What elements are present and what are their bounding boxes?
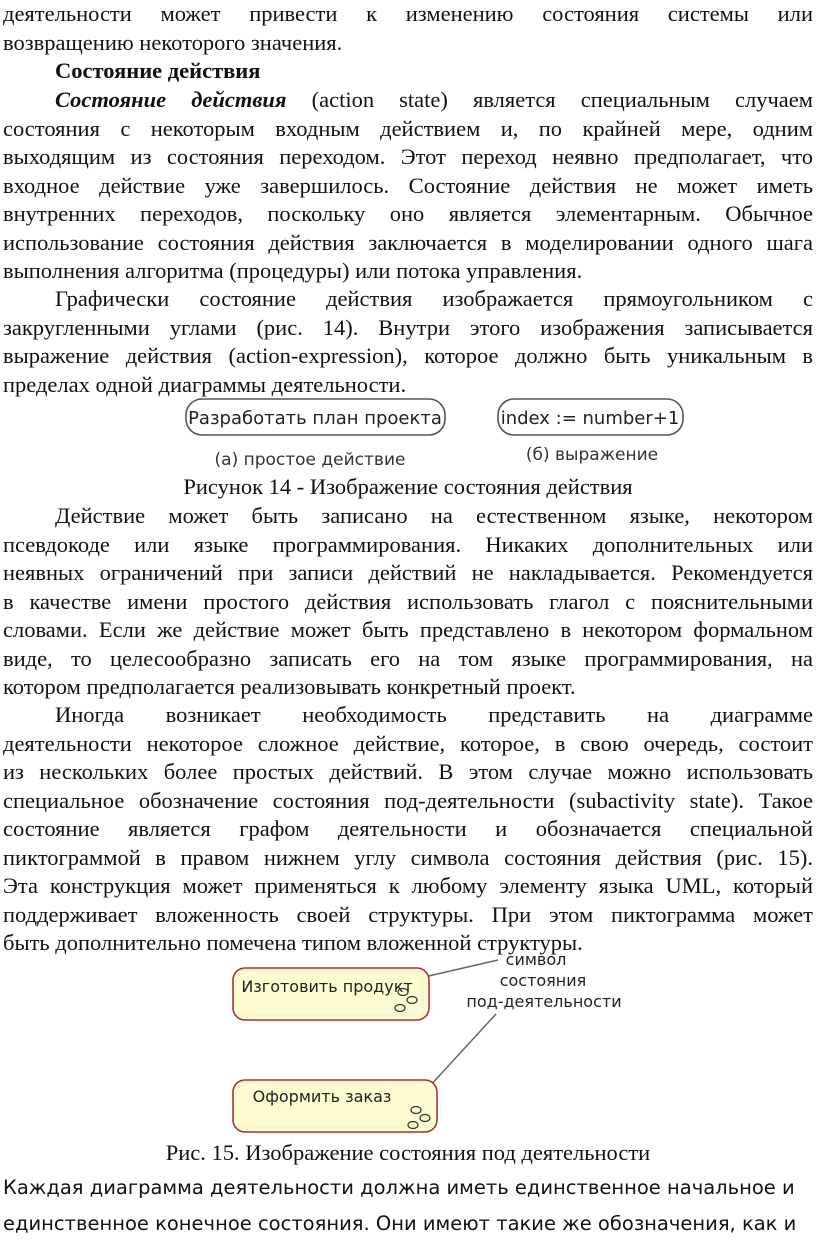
subactivity-state-label-place-order: Оформить заказ bbox=[252, 1087, 392, 1106]
figure-14-caption: Рисунок 14 - Изображение состояния действия bbox=[183, 474, 633, 499]
text-line: состояния с некоторым входным действием и, по крайней мере, одним bbox=[3, 115, 813, 141]
text-line: Каждая диаграмма деятельности должна иметь единственное начальное и bbox=[3, 1176, 795, 1199]
text-line: выражение действия (action-expression), которое должно быть уникальным в bbox=[3, 343, 813, 368]
text-line: Эта конструкция может применяться к любому элементу языка UML, который bbox=[3, 873, 813, 898]
figure-15 bbox=[0, 950, 816, 1140]
text-line bbox=[3, 86, 813, 115]
text-line: Действие может быть записано на естественном языке, некотором bbox=[55, 503, 813, 528]
section-heading: Состояние действия bbox=[55, 58, 261, 83]
text-line: использование состояния действия заключается в моделировании одного шага bbox=[3, 229, 813, 255]
note-pointer-line bbox=[420, 960, 498, 978]
paragraph-subactivity-state bbox=[3, 701, 813, 958]
paragraph-graphic-notation bbox=[3, 285, 813, 399]
text-line: котором предполагается реализовывать конкретный проект. bbox=[3, 674, 576, 699]
text-line: внутренних переходов, поскольку оно является элементарным. Обычное bbox=[3, 201, 813, 226]
text-line: выполнения алгоритма (процедуры) или потока управления. bbox=[3, 258, 583, 283]
paragraph-intro-continuation bbox=[3, 0, 813, 57]
text-line: выходящим из состояния переходом. Этот переход неявно предполагает, что bbox=[3, 144, 813, 169]
text-line: состояние является графом деятельности и обозначается специальной bbox=[3, 816, 813, 841]
text-line: словами. Если же действие может быть представлено в некотором формальном bbox=[3, 617, 813, 642]
text-line: поддерживает вложенность своей структуры. При этом пиктограмма может bbox=[3, 901, 813, 927]
note-line: состояния bbox=[499, 971, 587, 990]
figure-15-caption: Рис. 15. Изображение состояния под деятельности bbox=[165, 1140, 651, 1165]
text-line: пределах одной диаграммы деятельности. bbox=[3, 371, 407, 397]
paragraph-action-languages bbox=[3, 502, 813, 702]
figure-label-simple-action: (а) простое действие bbox=[214, 450, 406, 470]
text-line: из нескольких более простых действий. В этом случае можно использовать bbox=[3, 759, 813, 784]
text-fragment: (action state) является специальным случаем bbox=[286, 87, 813, 112]
note-pointer-line bbox=[428, 1014, 496, 1088]
figure-14 bbox=[0, 390, 816, 476]
text-line: деятельности некоторое сложное действие, которое, в свою очередь, состоит bbox=[3, 730, 813, 756]
text-line: пиктограммой в правом нижнем углу символа состояния действия (рис. 15). bbox=[3, 844, 813, 870]
note-line: символ bbox=[505, 950, 567, 969]
text-line: деятельности может привести к изменению состояния системы или bbox=[3, 1, 813, 26]
note-line: под-деятельности bbox=[466, 992, 622, 1011]
text-line: быть дополнительно помечена типом вложенной структуры. bbox=[3, 930, 583, 955]
text-line: возвращению некоторого значения. bbox=[3, 29, 343, 55]
term-italic: Состояние действия bbox=[55, 87, 287, 112]
text-line: входное действие уже завершилось. Состояние действия не может иметь bbox=[3, 172, 813, 198]
paragraph-action-state-definition bbox=[3, 86, 813, 286]
text-line: псевдокоде или языке программирования. Никаких дополнительных или bbox=[3, 531, 813, 557]
text-line: единственное конечное состояния. Они имеют такие же обозначения, как и bbox=[3, 1212, 797, 1235]
text-line: в качестве имени простого действия использовать глагол с пояснительными bbox=[3, 588, 813, 614]
action-state-label-expression: index := number+1 bbox=[500, 408, 680, 429]
action-state-label-simple: Разработать план проекта bbox=[188, 408, 442, 429]
subactivity-state-label-make-product: Изготовить продукт bbox=[241, 977, 413, 996]
text-line: Иногда возникает необходимость представить на диаграмме bbox=[55, 702, 813, 727]
text-line: Графически состояние действия изображается прямоугольником с bbox=[55, 286, 813, 311]
text-line: неявных ограничений при записи действий не накладывается. Рекомендуется bbox=[3, 560, 813, 585]
paragraph-initial-final-states bbox=[3, 1170, 813, 1242]
text-line: специальное обозначение состояния под-деятельности (subactivity state). Такое bbox=[3, 787, 813, 813]
text-line: закругленными углами (рис. 14). Внутри этого изображения записывается bbox=[3, 314, 813, 340]
text-line: виде, то целесообразно записать его на том языке программирования, на bbox=[3, 645, 813, 671]
figure-label-expression: (б) выражение bbox=[525, 445, 659, 465]
